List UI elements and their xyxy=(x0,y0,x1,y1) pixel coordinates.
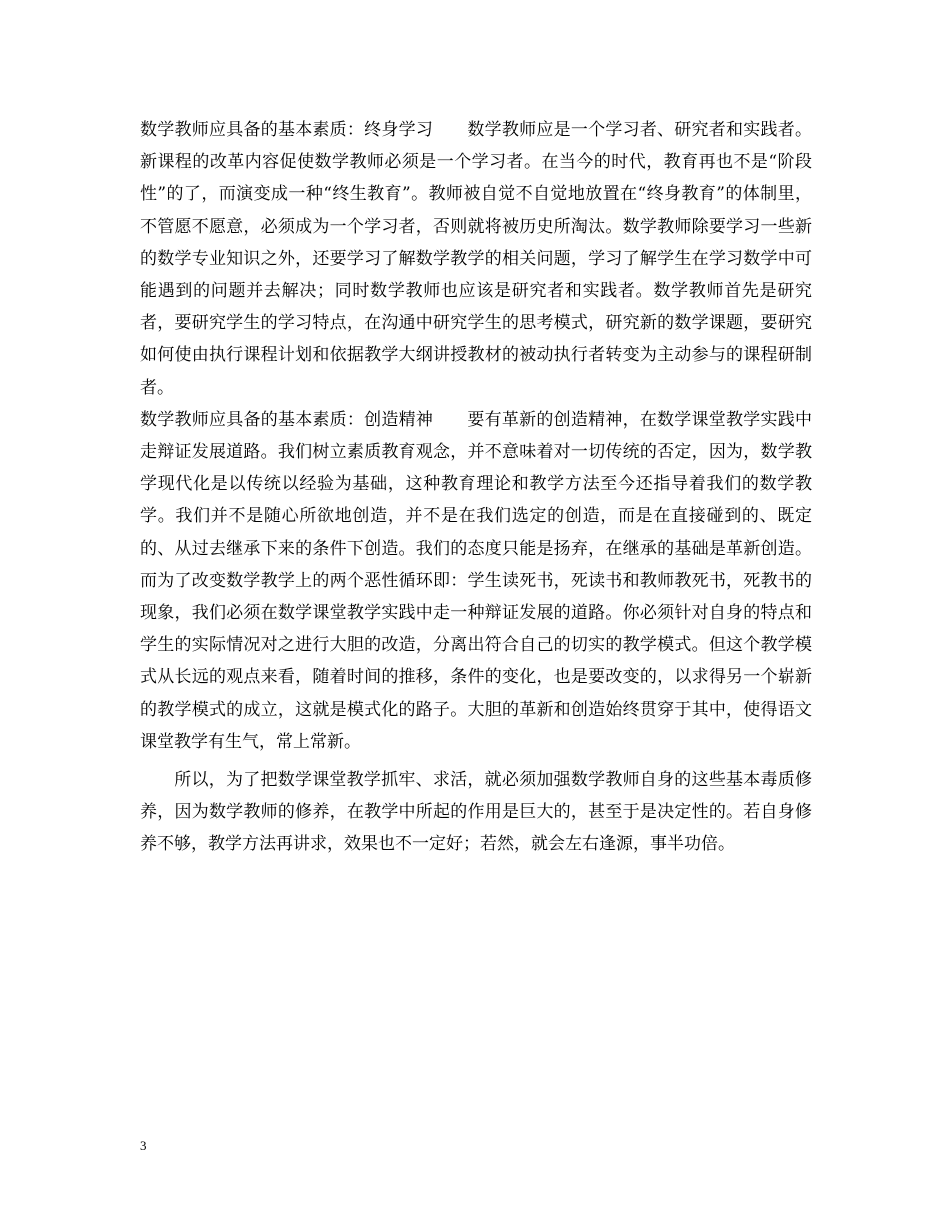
section-heading-lifelong-learning: 数学教师应具备的基本素质：终身学习 xyxy=(140,120,434,140)
paragraph-text: 所以，为了把数学课堂教学抓牢、求活，就必须加强数学教师自身的这些基本毒质修养，因为数学教师的修养，在教学中所起的作用是巨大的，甚至于是决定性的。若自身修养不够，教学方法再讲求，效果也不一定好；若然，就会左右逢源，事半功倍。 xyxy=(140,770,812,855)
paragraph-text: 数学教师应是一个学习者、研究者和实践者。新课程的改革内容促使数学教师必须是一个学习者。在当今的时代，教育再也不是“阶段性”的了，而演变成一种“终生教育”。教师被自觉不自觉地放置在“终身教育”的体制里，不管愿不愿意，必须成为一个学习者，否则就将被历史所淘汰。数学教师除要学习一些新的数学专业知识之外，还要学习了解数学教学的相关问题，学习了解学生在学习数学中可能遇到的问题并去解决；同时数学教师也应该是研究者和实践者。数学教师首先是研究者，要研究学生的学习特点，在沟通中研究学生的思考模式，研究新的数学课题，要研究如何使由执行课程计划和依据教学大纲讲授教材的被动执行者转变为主动参与的课程研制者。 xyxy=(140,120,813,398)
paragraph-text: 要有革新的创造精神，在数学课堂教学实践中走辩证发展道路。我们树立素质教育观念，并不意味着对一切传统的否定，因为，数学教学现代化是以传统以经验为基础，这种教育理论和教学方法至今还指导着我们的数学教学。我们并不是随心所欲地创造，并不是在我们选定的创造，而是在直接碰到的、既定的、从过去继承下来的条件下创造。我们的态度只能是扬弃，在继承的基础是革新创造。而为了改变数学教学上的两个恶性循环即：学生读死书，死读书和教师教死书，死教书的现象，我们必须在数学课堂教学实践中走一种辩证发展的道路。你必须针对自身的特点和学生的实际情况对之进行大胆的改造，分离出符合自己的切实的教学模式。但这个教学模式从长远的观点来看，随着时间的推移，条件的变化，也是要改变的，以求得另一个崭新的教学模式的成立，这就是模式化的路子。大胆的革新和创造始终贯穿于其中，使得语文课堂教学有生气，常上常新。 xyxy=(140,409,813,752)
paragraph-conclusion xyxy=(140,764,812,861)
paragraph-lifelong-learning xyxy=(140,114,812,404)
document-body xyxy=(140,114,812,861)
page-number: 3 xyxy=(140,1138,147,1153)
section-heading-creative-spirit: 数学教师应具备的基本素质：创造精神 xyxy=(140,409,434,430)
paragraph-creative-spirit xyxy=(140,404,812,758)
